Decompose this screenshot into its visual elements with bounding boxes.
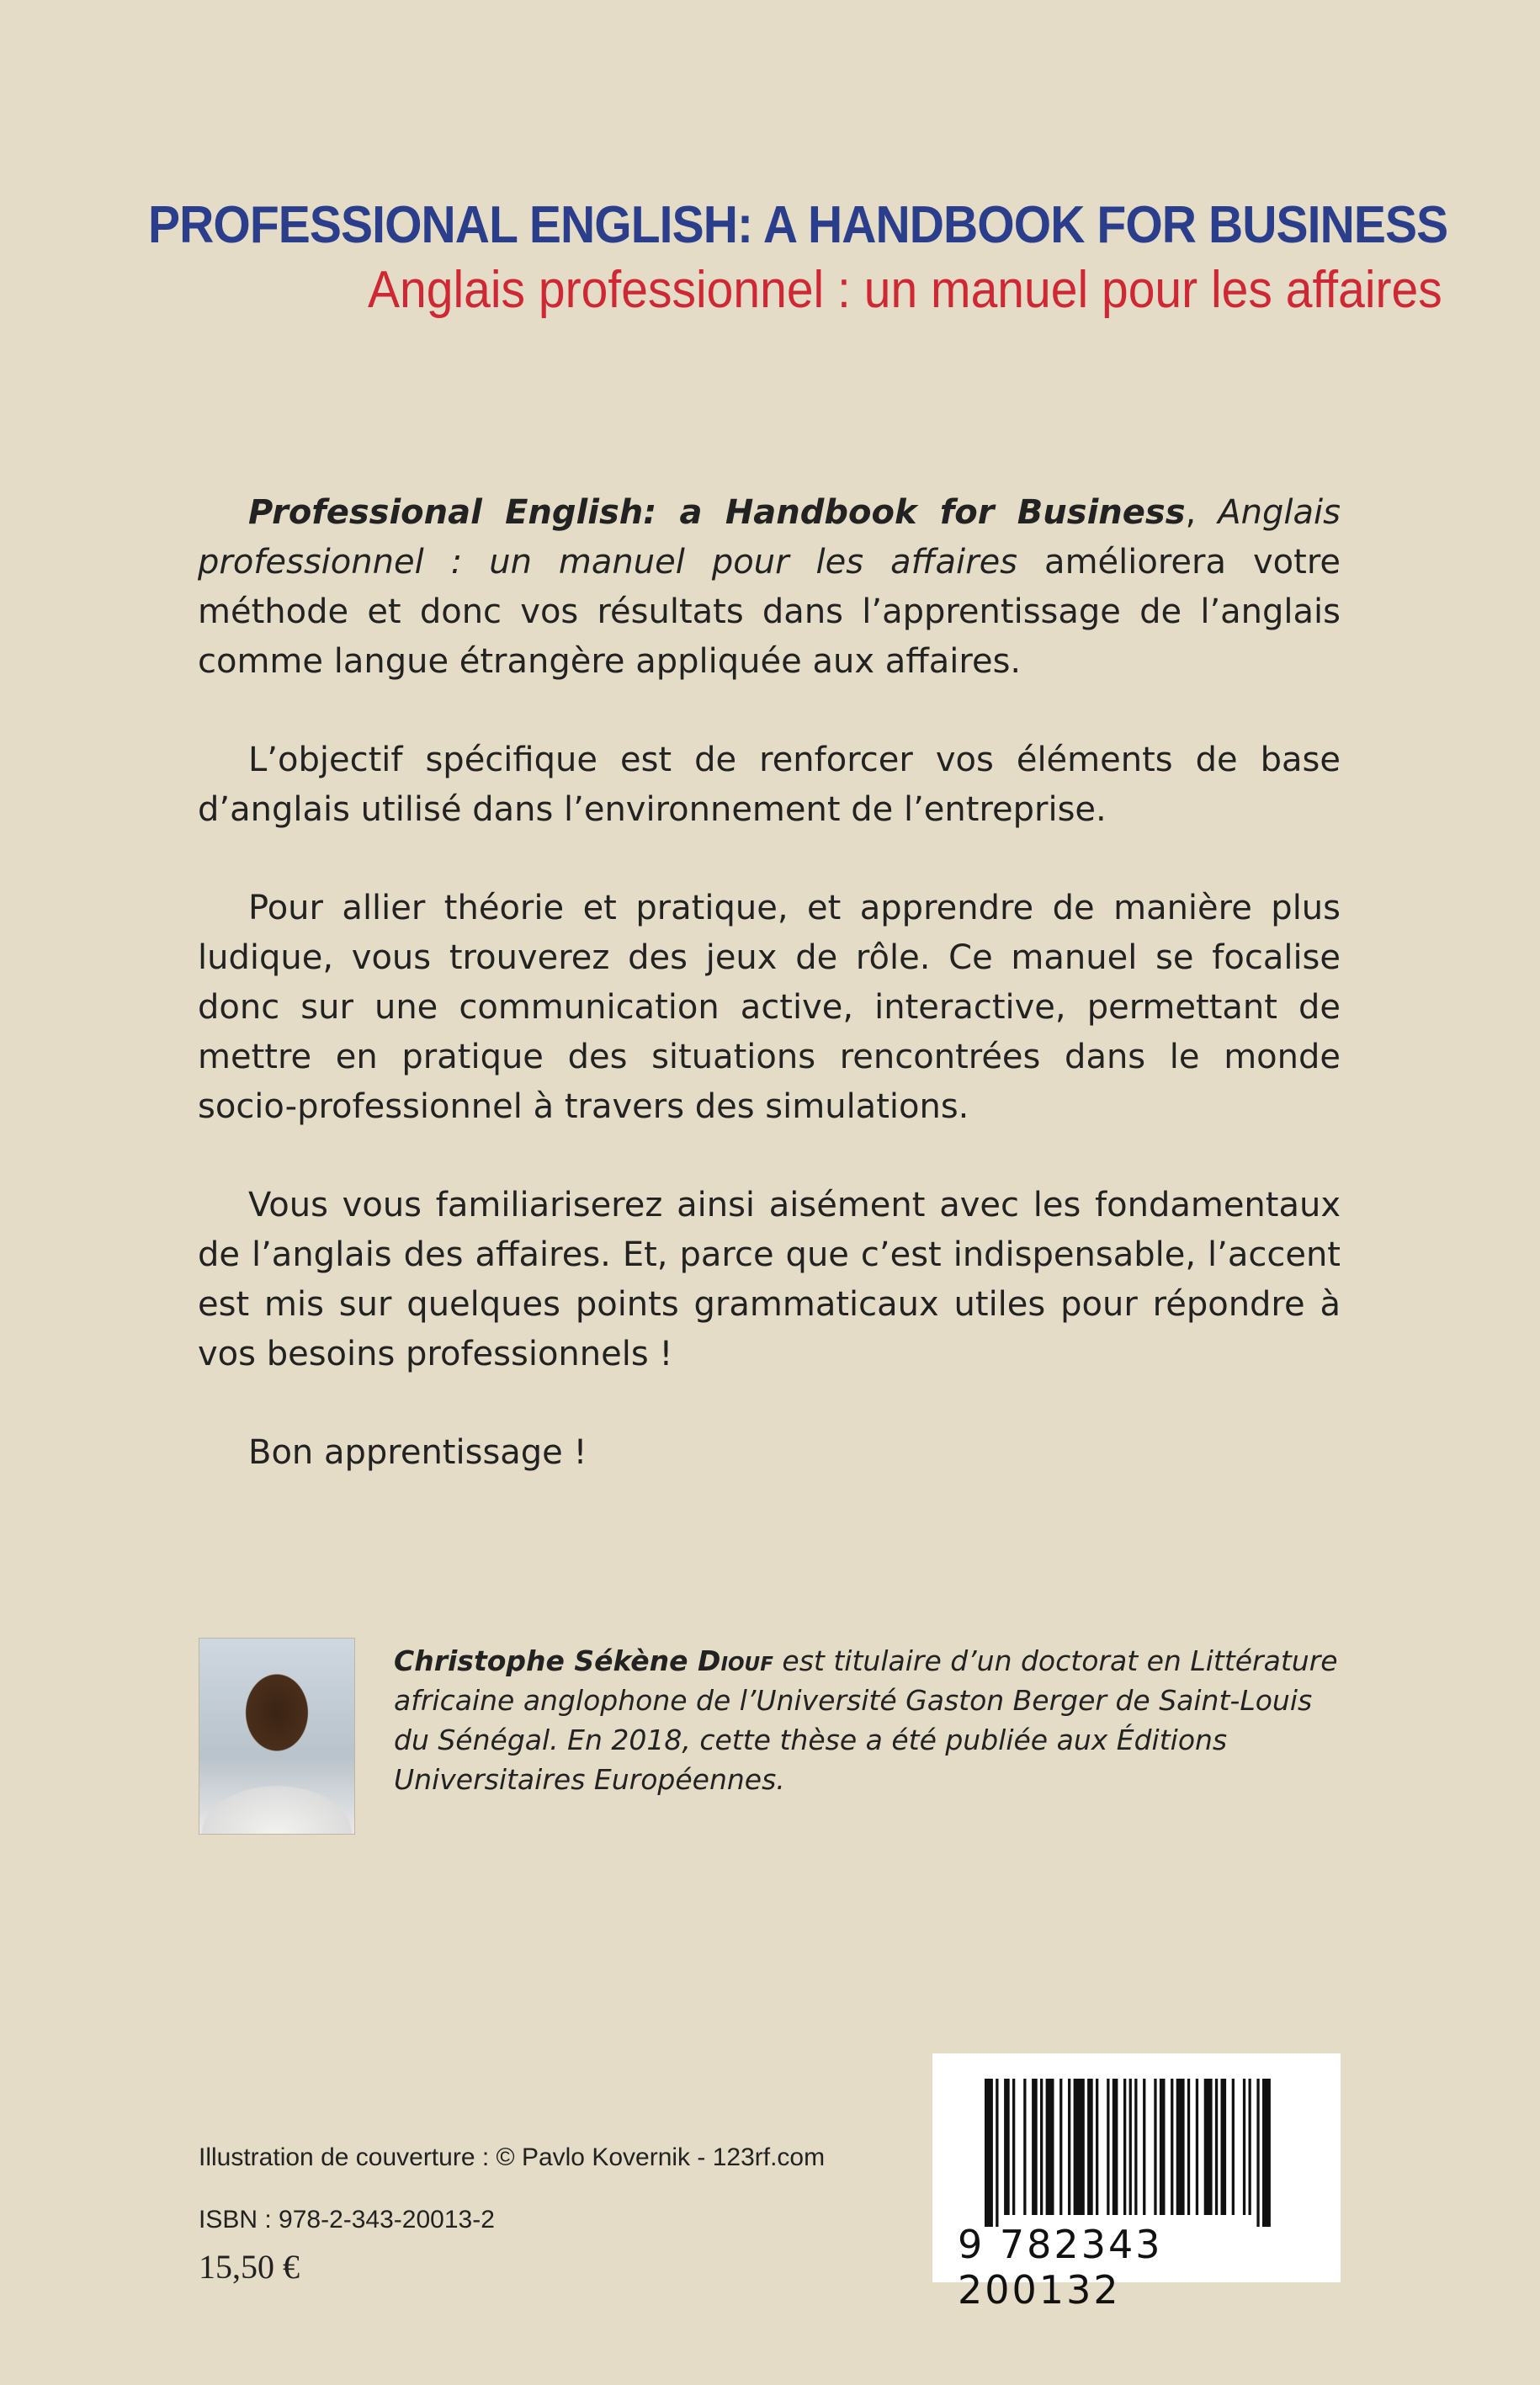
barcode-bar bbox=[1262, 2079, 1271, 2227]
barcode-number: 9 782343 200132 bbox=[958, 2222, 1163, 2313]
blurb-paragraph-4: Vous vous familiariserez ainsi aisément avec les fondamentaux de l’anglais des affaires. Et, parce que c’est indispensable, l’accent est mis sur quelques points grammaticaux utiles pour répondre à vos besoins professionnels ! bbox=[198, 1186, 1341, 1373]
barcode-bar bbox=[1032, 2079, 1038, 2215]
barcode-bar bbox=[1087, 2079, 1093, 2215]
blurb-comma: , bbox=[1185, 493, 1219, 532]
barcode-bar bbox=[1232, 2079, 1235, 2215]
author-bio-text: est titulaire d’un doctorat en Littérature africaine anglophone de l’Université Gaston Berger de Saint-Louis du Sénégal. En 2018, cette thèse a été publiée aux Éditions Universitaires Européennes. bbox=[394, 1644, 1338, 1796]
barcode-bar bbox=[1129, 2079, 1132, 2215]
barcode-bar bbox=[1074, 2079, 1085, 2215]
barcode-bar bbox=[1187, 2079, 1190, 2215]
price: 15,50 € bbox=[199, 2248, 300, 2286]
barcode-bar bbox=[1113, 2079, 1118, 2215]
title-english: PROFESSIONAL ENGLISH: A HANDBOOK FOR BUSINESS bbox=[148, 196, 1448, 254]
barcode-bar bbox=[1046, 2079, 1054, 2215]
barcode-bar bbox=[1004, 2079, 1010, 2215]
barcode-bar bbox=[1256, 2079, 1259, 2227]
barcode-bar bbox=[1023, 2079, 1026, 2215]
barcode-bar bbox=[1249, 2079, 1251, 2215]
barcode-bar bbox=[1040, 2079, 1043, 2215]
barcode-bar bbox=[1215, 2079, 1218, 2215]
isbn: ISBN : 978-2-343-20013-2 bbox=[199, 2206, 495, 2234]
blurb bbox=[198, 488, 1341, 1527]
barcode-bar bbox=[1204, 2079, 1213, 2215]
author-bio bbox=[394, 1641, 1341, 1799]
author-photo bbox=[199, 1638, 355, 1835]
barcode-bar bbox=[1068, 2079, 1070, 2215]
blurb-paragraph-1-rest: améliorera votre méthode et donc vos résultats dans l’apprentissage de l’anglais comme langue étrangère appliquée aux affaires. bbox=[198, 543, 1341, 681]
blurb-paragraph-1 bbox=[198, 488, 1341, 687]
title-french: Anglais professionnel : un manuel pour les affaires bbox=[368, 261, 1442, 319]
blurb-paragraph-2: L’objectif spécifique est de renforcer vos éléments de base d’anglais utilisé dans l’environnement de l’entreprise. bbox=[198, 741, 1341, 829]
barcode-bar bbox=[1096, 2079, 1098, 2215]
barcode-bar bbox=[1154, 2079, 1156, 2215]
barcode-bar bbox=[1059, 2079, 1062, 2215]
author-first-names: Christophe Sékène bbox=[394, 1644, 698, 1677]
barcode bbox=[932, 2053, 1341, 2313]
barcode-bar bbox=[1176, 2079, 1185, 2215]
author-surname: Diouf bbox=[698, 1644, 773, 1677]
barcode-bar bbox=[1012, 2079, 1015, 2215]
barcode-bar bbox=[985, 2079, 993, 2227]
barcode-bar bbox=[1160, 2079, 1166, 2215]
blurb-paragraph-3: Pour allier théorie et pratique, et apprendre de manière plus ludique, vous trouverez des jeux de rôle. Ce manuel se focalise donc sur une communication active, interactive, permettant de mettre en pratique des situations rencontrées dans le monde socio-professionnel à travers des simulations. bbox=[198, 889, 1341, 1126]
barcode-bar bbox=[1221, 2079, 1227, 2215]
barcode-bar bbox=[1107, 2079, 1109, 2215]
blurb-paragraph-5: Bon apprentissage ! bbox=[248, 1433, 587, 1472]
blurb-title-en: Professional English: a Handbook for Business bbox=[248, 493, 1186, 532]
barcode-bar bbox=[1123, 2079, 1126, 2215]
barcode-bar bbox=[996, 2079, 998, 2227]
barcode-bar bbox=[1196, 2079, 1198, 2215]
blurb-title-fr: Anglais professionnel : un manuel pour les affaires bbox=[198, 493, 1341, 582]
barcode-bar bbox=[1171, 2079, 1173, 2215]
cover-credit: Illustration de couverture : © Pavlo Kovernik - 123rf.com bbox=[199, 2143, 826, 2171]
barcode-bar bbox=[1143, 2079, 1145, 2215]
barcode-bar bbox=[1134, 2079, 1137, 2215]
barcode-bar bbox=[1243, 2079, 1245, 2215]
